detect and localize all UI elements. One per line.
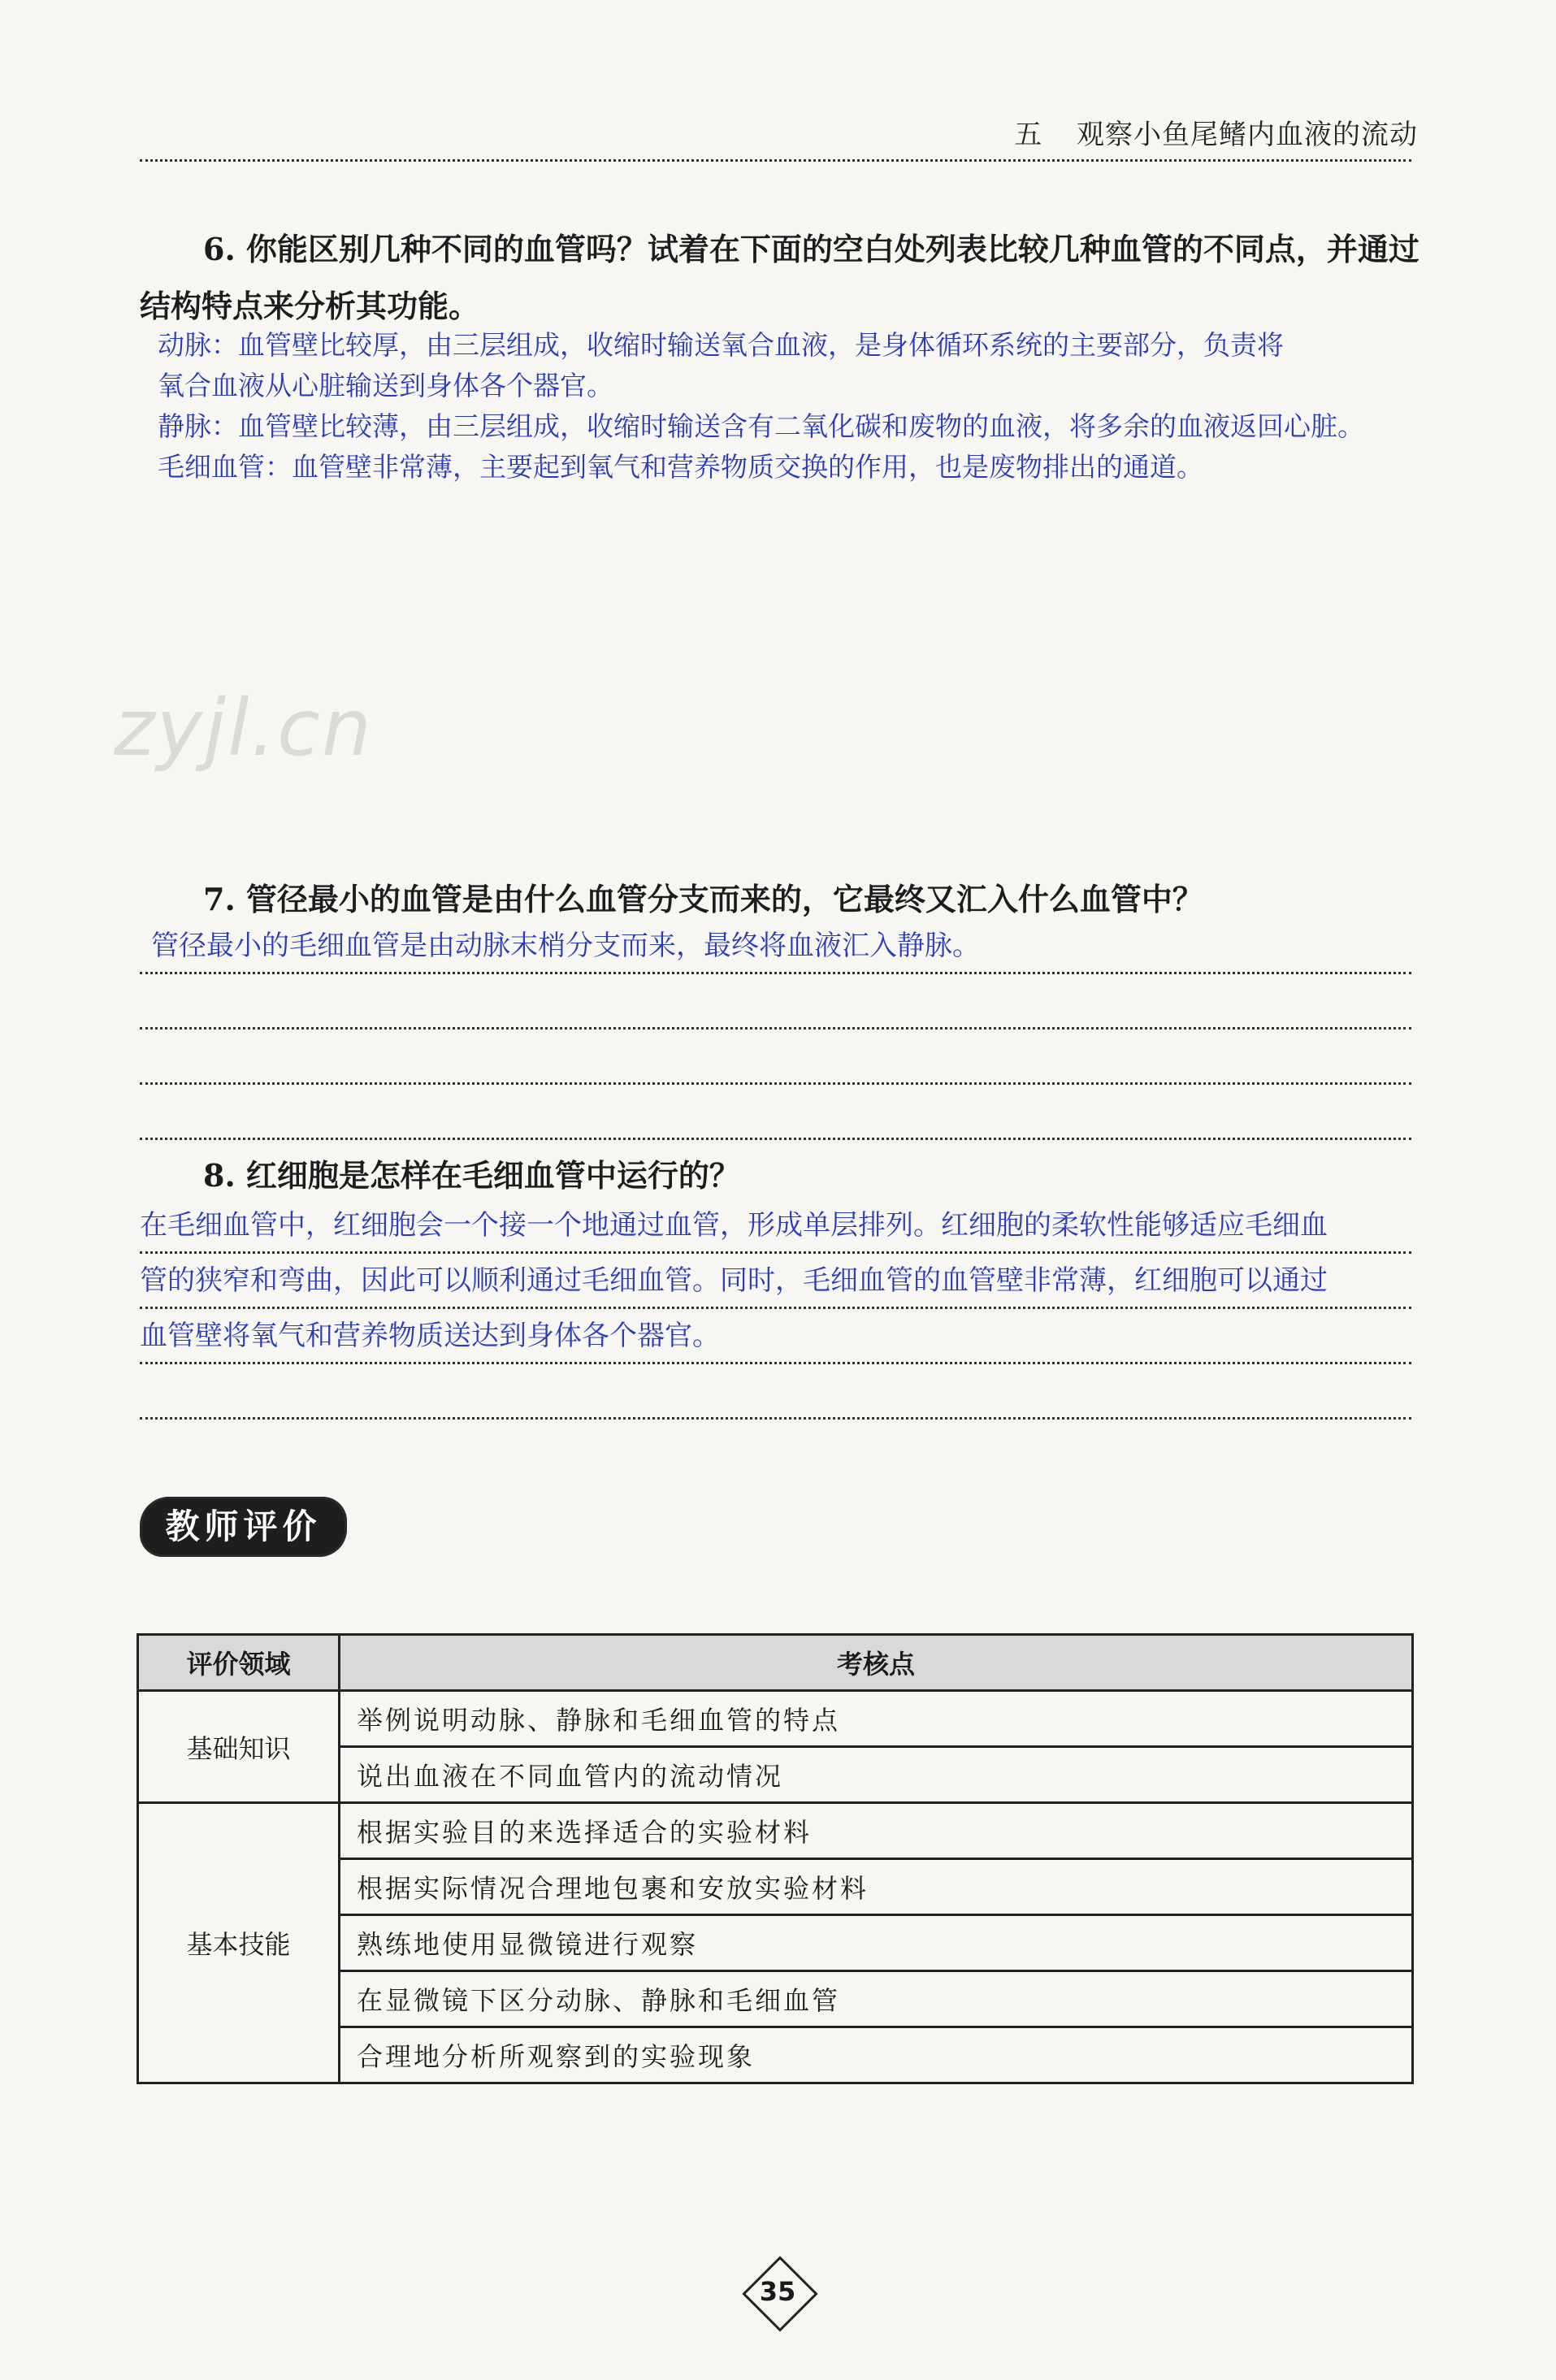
area-basic-skills: 基本技能 [138, 1803, 340, 2083]
table-header-row [138, 1635, 1413, 1691]
assessment-point: 根据实验目的来选择适合的实验材料 [340, 1803, 1413, 1859]
answer-6-capillary: 毛细血管：血管壁非常薄，主要起到氧气和营养物质交换的作用，也是废物排出的通道。 [158, 451, 1203, 483]
answer-7 [140, 918, 1427, 973]
answer-line [140, 1027, 1411, 1030]
header-divider [140, 159, 1411, 162]
answer-6-artery-line1: 动脉：血管壁比较厚，由三层组成，收缩时输送氧合血液，是身体循环系统的主要部分，负责将 [158, 329, 1284, 361]
answer-line [140, 1362, 1411, 1364]
assessment-point: 合理地分析所观察到的实验现象 [340, 2027, 1413, 2083]
answer-8-line1: 在毛细血管中，红细胞会一个接一个地通过血管，形成单层排列。红细胞的柔软性能够适应毛细血 [140, 1209, 1328, 1242]
assessment-point: 说出血液在不同血管内的流动情况 [340, 1747, 1413, 1803]
question-8: 8. 红细胞是怎样在毛细血管中运行的？ [203, 1157, 740, 1194]
watermark-logo: zyjl.cn [114, 683, 373, 774]
question-7: 7. 管径最小的血管是由什么血管分支而来的，它最终又汇入什么血管中？ [203, 881, 1203, 917]
answer-7-text: 管径最小的毛细血管是由动脉末梢分支而来，最终将血液汇入静脉。 [151, 930, 980, 962]
question-6: 6. 你能区别几种不同的血管吗？试着在下面的空白处列表比较几种血管的不同点，并通过结构特点来分析其功能。 [140, 231, 1419, 324]
answer-line [140, 1417, 1411, 1420]
chapter-number: 五 [1014, 119, 1043, 151]
answer-line [140, 1138, 1411, 1140]
answer-line [140, 1251, 1411, 1254]
answer-6-artery-line2: 氧合血液从心脏输送到身体各个器官。 [158, 370, 613, 401]
table-row [138, 1803, 1413, 1859]
chapter-title: 观察小鱼尾鳍内血液的流动 [1077, 119, 1418, 151]
assessment-point: 熟练地使用显微镜进行观察 [340, 1915, 1413, 1971]
page-number-badge [742, 2256, 813, 2327]
header-points: 考核点 [340, 1635, 1413, 1691]
teacher-evaluation-badge: 教师评价 [140, 1497, 347, 1557]
evaluation-table [137, 1633, 1414, 2084]
answer-8 [140, 1198, 1415, 1363]
assessment-point: 在显微镜下区分动脉、静脉和毛细血管 [340, 1971, 1413, 2027]
assessment-point: 举例说明动脉、静脉和毛细血管的特点 [340, 1691, 1413, 1747]
answer-8-line3: 血管壁将氧气和营养物质送达到身体各个器官。 [140, 1320, 720, 1352]
answer-line [140, 1307, 1411, 1309]
answer-line [140, 972, 1411, 974]
header-area: 评价领域 [138, 1635, 340, 1691]
answer-8-line2: 管的狭窄和弯曲，因此可以顺利通过毛细血管。同时，毛细血管的血管壁非常薄，红细胞可以通过 [140, 1264, 1328, 1297]
chapter-header [1014, 112, 1418, 152]
area-basic-knowledge: 基础知识 [138, 1691, 340, 1803]
page-number: 35 [759, 2276, 796, 2307]
table-row [138, 1691, 1413, 1747]
answer-6-vein: 静脉：血管壁比较薄，由三层组成，收缩时输送含有二氧化碳和废物的血液，将多余的血液返回心脏。 [158, 410, 1364, 442]
answer-6 [140, 325, 1472, 488]
assessment-point: 根据实际情况合理地包裹和安放实验材料 [340, 1859, 1413, 1915]
answer-line [140, 1082, 1411, 1085]
